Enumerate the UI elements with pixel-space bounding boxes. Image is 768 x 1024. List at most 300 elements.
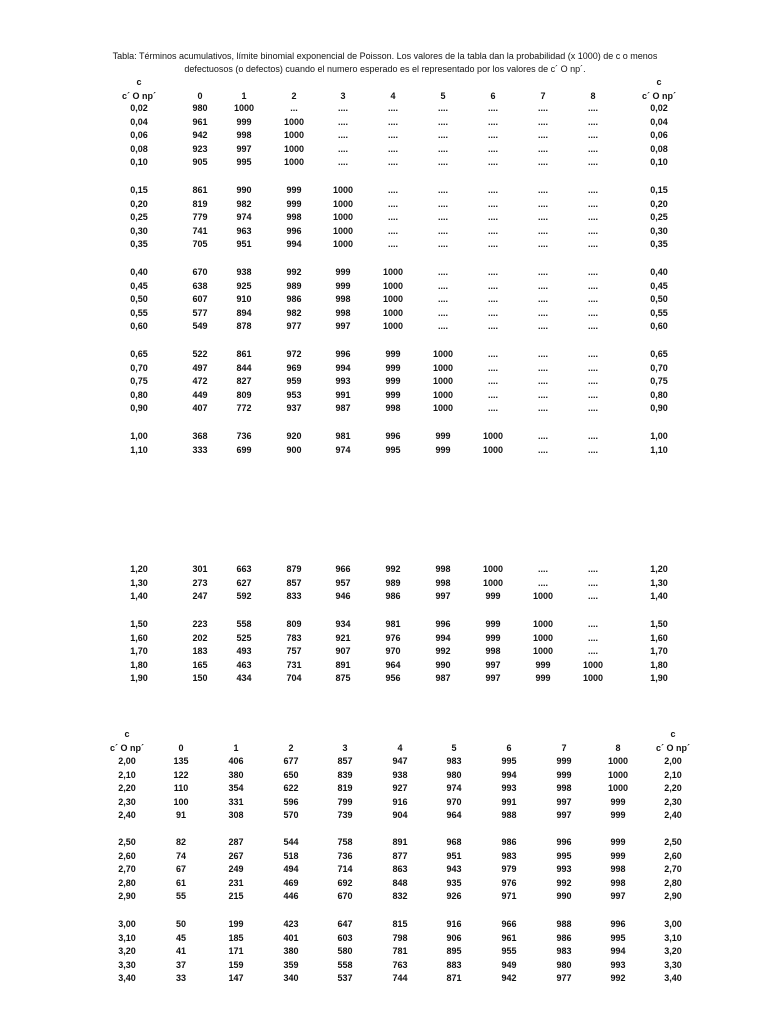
probability-cell: 1000 (532, 591, 554, 602)
probability-cell: .... (487, 225, 498, 236)
probability-cell: .... (487, 130, 498, 141)
probability-cell: 907 (335, 646, 351, 657)
probability-cell: 971 (501, 891, 517, 902)
probability-cell: .... (437, 185, 448, 195)
probability-cell: 798 (392, 932, 408, 943)
np-value-cell: 0,55 (650, 307, 668, 318)
probability-cell: 74 (175, 850, 186, 861)
probability-cell: 165 (192, 659, 208, 670)
probability-cell: .... (487, 212, 498, 223)
probability-cell: 987 (435, 673, 451, 684)
np-value-cell: 2,30 (664, 796, 682, 807)
probability-cell: 997 (485, 659, 501, 670)
np-value-cell: 1,80 (130, 659, 148, 670)
probability-cell: .... (537, 143, 548, 154)
probability-cell: 287 (228, 837, 244, 847)
probability-cell: 981 (335, 431, 351, 441)
column-header: 8 (615, 743, 621, 753)
table-row (0, 590, 768, 603)
table-row (0, 116, 768, 129)
table1-c-label-row (0, 76, 768, 89)
column-header: c´ O np´ (642, 91, 676, 101)
probability-cell: 946 (335, 591, 351, 602)
probability-cell: 925 (236, 280, 252, 291)
np-value-cell: 0,25 (650, 212, 668, 223)
probability-cell: 976 (385, 632, 401, 643)
probability-cell: 558 (236, 619, 252, 629)
probability-cell: 986 (556, 932, 572, 943)
probability-cell: 998 (236, 130, 252, 141)
np-value-cell: 1,50 (650, 619, 668, 629)
probability-cell: 986 (501, 837, 517, 847)
probability-cell: .... (587, 307, 598, 318)
probability-cell: 980 (556, 959, 572, 970)
probability-cell: 380 (283, 946, 299, 957)
probability-cell: 1000 (233, 103, 255, 113)
probability-cell: 249 (228, 864, 244, 875)
probability-cell: .... (487, 376, 498, 387)
probability-cell: 199 (228, 919, 244, 929)
table-row (0, 863, 768, 876)
table-row (0, 307, 768, 320)
probability-cell: 638 (192, 280, 208, 291)
table-row (0, 972, 768, 985)
probability-cell: .... (587, 280, 598, 291)
probability-cell: 982 (286, 307, 302, 318)
probability-cell: .... (437, 116, 448, 127)
probability-cell: 999 (335, 280, 351, 291)
probability-cell: 809 (236, 389, 252, 400)
column-header: c´ O np´ (656, 743, 690, 753)
probability-cell: 558 (337, 959, 353, 970)
np-value-cell: 1,40 (650, 591, 668, 602)
table-row (0, 932, 768, 945)
probability-cell: 951 (236, 239, 252, 250)
probability-cell: 968 (446, 837, 462, 847)
column-header: 5 (451, 743, 457, 753)
probability-cell: 779 (192, 212, 208, 223)
probability-cell: 995 (610, 932, 626, 943)
probability-cell: 999 (385, 389, 401, 400)
probability-cell: 926 (446, 891, 462, 902)
np-value-cell: 0,40 (650, 267, 668, 277)
np-value-cell: 0,06 (650, 130, 668, 141)
probability-cell: .... (537, 362, 548, 373)
probability-cell: .... (587, 564, 598, 574)
probability-cell: 1000 (283, 157, 305, 168)
probability-cell: 273 (192, 577, 208, 588)
probability-cell: 906 (446, 932, 462, 943)
np-value-cell: 2,90 (118, 891, 136, 902)
probability-cell: 577 (192, 307, 208, 318)
probability-cell: .... (437, 198, 448, 209)
probability-cell: 736 (337, 850, 353, 861)
probability-cell: 878 (236, 321, 252, 332)
np-value-cell: 1,40 (130, 591, 148, 602)
probability-cell: 1000 (332, 198, 354, 209)
probability-cell: 999 (435, 444, 451, 455)
probability-cell: 469 (283, 877, 299, 888)
probability-cell: 995 (501, 756, 517, 766)
probability-cell: 833 (286, 591, 302, 602)
probability-cell: 997 (556, 796, 572, 807)
probability-cell: .... (537, 577, 548, 588)
probability-cell: .... (587, 185, 598, 195)
probability-cell: 1000 (432, 376, 454, 387)
probability-cell: 949 (501, 959, 517, 970)
probability-cell: 986 (286, 294, 302, 305)
np-value-cell: 3,10 (118, 932, 136, 943)
probability-cell: 877 (392, 850, 408, 861)
probability-cell: 1000 (332, 212, 354, 223)
np-value-cell: 2,20 (664, 783, 682, 794)
probability-cell: 991 (501, 796, 517, 807)
probability-cell: 758 (337, 837, 353, 847)
probability-cell: 983 (556, 946, 572, 957)
probability-cell: .... (587, 349, 598, 359)
probability-cell: .... (537, 157, 548, 168)
probability-cell: 955 (501, 946, 517, 957)
probability-cell: 1000 (382, 267, 404, 277)
np-value-cell: 0,40 (130, 267, 148, 277)
probability-cell: 815 (392, 919, 408, 929)
probability-cell: .... (487, 185, 498, 195)
probability-cell: 1000 (332, 225, 354, 236)
probability-cell: .... (437, 130, 448, 141)
np-value-cell: 1,70 (130, 646, 148, 657)
probability-cell: 983 (501, 850, 517, 861)
np-value-cell: 1,90 (650, 673, 668, 684)
caption-line-1: Tabla: Términos acumulativos, límite binomial exponencial de Poisson. Los valores de la tabla dan la probabilidad (x 1000) de c o menos (112, 51, 658, 61)
probability-cell: .... (587, 577, 598, 588)
probability-cell: 592 (236, 591, 252, 602)
np-value-cell: 2,00 (118, 756, 136, 766)
probability-cell: 999 (286, 198, 302, 209)
probability-cell: 301 (192, 564, 208, 574)
probability-cell: .... (537, 267, 548, 277)
probability-cell: .... (337, 116, 348, 127)
column-header: 2 (288, 743, 294, 753)
c-label-left: c (124, 729, 130, 739)
table-row (0, 959, 768, 972)
probability-cell: .... (537, 212, 548, 223)
probability-cell: .... (437, 307, 448, 318)
table2-c-label-row (0, 728, 768, 741)
probability-cell: .... (337, 130, 348, 141)
probability-cell: 977 (286, 321, 302, 332)
np-value-cell: 0,30 (650, 225, 668, 236)
probability-cell: 999 (610, 810, 626, 821)
probability-cell: 407 (192, 403, 208, 414)
probability-cell: 731 (286, 659, 302, 670)
probability-cell: 879 (286, 564, 302, 574)
probability-cell: .... (487, 198, 498, 209)
probability-cell: 783 (286, 632, 302, 643)
probability-cell: 736 (236, 431, 252, 441)
probability-cell: 997 (485, 673, 501, 684)
probability-cell: 996 (610, 919, 626, 929)
c-label-right: c (656, 77, 662, 87)
probability-cell: .... (387, 239, 398, 250)
probability-cell: .... (387, 198, 398, 209)
probability-cell: .... (587, 143, 598, 154)
probability-cell: .... (487, 403, 498, 414)
probability-cell: 905 (192, 157, 208, 168)
probability-cell: 308 (228, 810, 244, 821)
probability-cell: 994 (435, 632, 451, 643)
probability-cell: 1000 (332, 185, 354, 195)
probability-cell: 998 (286, 212, 302, 223)
probability-cell: 434 (236, 673, 252, 684)
probability-cell: 999 (610, 850, 626, 861)
probability-cell: 995 (385, 444, 401, 455)
np-value-cell: 1,60 (130, 632, 148, 643)
table-row (0, 890, 768, 903)
probability-cell: 522 (192, 349, 208, 359)
probability-cell: .... (587, 389, 598, 400)
probability-cell: 863 (392, 864, 408, 875)
np-value-cell: 2,80 (118, 877, 136, 888)
table-row (0, 945, 768, 958)
probability-cell: .... (437, 280, 448, 291)
table-caption (110, 50, 660, 76)
probability-cell: 997 (236, 143, 252, 154)
probability-cell: 995 (236, 157, 252, 168)
probability-cell: 956 (385, 673, 401, 684)
np-value-cell: 0,35 (650, 239, 668, 250)
table-row (0, 293, 768, 306)
np-value-cell: 0,35 (130, 239, 148, 250)
probability-cell: 982 (236, 198, 252, 209)
table-row (0, 755, 768, 768)
probability-cell: 910 (236, 294, 252, 305)
probability-cell: 91 (175, 810, 186, 821)
np-value-cell: 3,10 (664, 932, 682, 943)
np-value-cell: 3,00 (118, 919, 136, 929)
probability-cell: 959 (286, 376, 302, 387)
np-value-cell: 0,20 (650, 198, 668, 209)
np-value-cell: 0,10 (650, 157, 668, 168)
probability-cell: 996 (556, 837, 572, 847)
probability-cell: 992 (286, 267, 302, 277)
probability-cell: 951 (446, 850, 462, 861)
np-value-cell: 2,40 (664, 810, 682, 821)
probability-cell: .... (587, 431, 598, 441)
probability-cell: 999 (535, 659, 551, 670)
probability-cell: 981 (385, 619, 401, 629)
np-value-cell: 0,02 (130, 103, 148, 113)
np-value-cell: 2,30 (118, 796, 136, 807)
probability-cell: 819 (337, 783, 353, 794)
probability-cell: 999 (385, 349, 401, 359)
probability-cell: 714 (337, 864, 353, 875)
probability-cell: 493 (236, 646, 252, 657)
np-value-cell: 2,80 (664, 877, 682, 888)
probability-cell: 354 (228, 783, 244, 794)
probability-cell: 999 (610, 796, 626, 807)
np-value-cell: 3,40 (118, 973, 136, 984)
table-row (0, 375, 768, 388)
probability-cell: 986 (385, 591, 401, 602)
probability-cell: 677 (283, 756, 299, 766)
probability-cell: .... (537, 403, 548, 414)
probability-cell: .... (587, 362, 598, 373)
probability-cell: 1000 (382, 294, 404, 305)
probability-cell: 995 (556, 850, 572, 861)
table-row (0, 444, 768, 457)
probability-cell: 401 (283, 932, 299, 943)
table-row (0, 362, 768, 375)
table-row (0, 659, 768, 672)
table-row (0, 156, 768, 169)
probability-cell: .... (587, 591, 598, 602)
probability-cell: 987 (335, 403, 351, 414)
probability-cell: 741 (192, 225, 208, 236)
probability-cell: 998 (335, 294, 351, 305)
probability-cell: .... (437, 212, 448, 223)
probability-cell: 921 (335, 632, 351, 643)
probability-cell: 525 (236, 632, 252, 643)
probability-cell: 1000 (332, 239, 354, 250)
probability-cell: 998 (435, 564, 451, 574)
table-row (0, 102, 768, 115)
probability-cell: .... (587, 321, 598, 332)
table-row (0, 796, 768, 809)
probability-cell: 861 (236, 349, 252, 359)
np-value-cell: 0,50 (130, 294, 148, 305)
np-value-cell: 2,10 (664, 769, 682, 780)
table-row (0, 645, 768, 658)
np-value-cell: 2,70 (664, 864, 682, 875)
probability-cell: 647 (337, 919, 353, 929)
probability-cell: .... (587, 444, 598, 455)
probability-cell: 974 (335, 444, 351, 455)
probability-cell: 100 (173, 796, 189, 807)
table-row (0, 577, 768, 590)
probability-cell: 82 (175, 837, 186, 847)
probability-cell: .... (487, 349, 498, 359)
probability-cell: 267 (228, 850, 244, 861)
probability-cell: .... (587, 239, 598, 250)
probability-cell: .... (587, 632, 598, 643)
probability-cell: 183 (192, 646, 208, 657)
probability-cell: .... (587, 294, 598, 305)
np-value-cell: 0,75 (650, 376, 668, 387)
np-value-cell: 1,20 (130, 564, 148, 574)
np-value-cell: 0,15 (650, 185, 668, 195)
np-value-cell: 2,50 (118, 837, 136, 847)
probability-cell: 1000 (482, 577, 504, 588)
table-row (0, 632, 768, 645)
probability-cell: 990 (556, 891, 572, 902)
probability-cell: 1000 (283, 116, 305, 127)
table2-header-row (0, 742, 768, 755)
probability-cell: 763 (392, 959, 408, 970)
np-value-cell: 0,75 (130, 376, 148, 387)
probability-cell: .... (337, 143, 348, 154)
np-value-cell: 0,60 (650, 321, 668, 332)
np-value-cell: 0,08 (650, 143, 668, 154)
caption-line-2: defectuosos (o defectos) cuando el numero esperado es el representado por los valores de c´ O np´. (184, 64, 586, 74)
probability-cell: 998 (556, 783, 572, 794)
probability-cell: 942 (192, 130, 208, 141)
probability-cell: 1000 (607, 756, 629, 766)
probability-cell: .... (537, 130, 548, 141)
probability-cell: 848 (392, 877, 408, 888)
probability-cell: .... (437, 294, 448, 305)
probability-cell: 670 (192, 267, 208, 277)
probability-cell: 993 (501, 783, 517, 794)
probability-cell: 980 (192, 103, 208, 113)
column-header: 1 (241, 91, 247, 101)
probability-cell: .... (537, 564, 548, 574)
probability-cell: .... (387, 225, 398, 236)
probability-cell: .... (487, 103, 498, 113)
probability-cell: 999 (485, 591, 501, 602)
np-value-cell: 0,02 (650, 103, 668, 113)
table-row (0, 143, 768, 156)
probability-cell: 988 (556, 919, 572, 929)
table-row (0, 129, 768, 142)
probability-cell: .... (537, 389, 548, 400)
probability-cell: 938 (236, 267, 252, 277)
probability-cell: .... (587, 212, 598, 223)
table-row (0, 402, 768, 415)
probability-cell: 368 (192, 431, 208, 441)
probability-cell: .... (387, 103, 398, 113)
np-value-cell: 0,06 (130, 130, 148, 141)
column-header: 4 (397, 743, 403, 753)
probability-cell: 916 (446, 919, 462, 929)
probability-cell: 980 (446, 769, 462, 780)
probability-cell: 580 (337, 946, 353, 957)
np-value-cell: 0,10 (130, 157, 148, 168)
np-value-cell: 1,50 (130, 619, 148, 629)
probability-cell: 537 (337, 973, 353, 984)
probability-cell: 699 (236, 444, 252, 455)
probability-cell: 963 (236, 225, 252, 236)
np-value-cell: 0,25 (130, 212, 148, 223)
probability-cell: 41 (175, 946, 186, 957)
probability-cell: 37 (175, 959, 186, 970)
probability-cell: 1000 (607, 769, 629, 780)
column-header: 8 (590, 91, 596, 101)
probability-cell: 1000 (432, 349, 454, 359)
probability-cell: .... (387, 143, 398, 154)
probability-cell: 340 (283, 973, 299, 984)
probability-cell: .... (487, 307, 498, 318)
probability-cell: 705 (192, 239, 208, 250)
np-value-cell: 0,90 (130, 403, 148, 414)
probability-cell: 1000 (582, 673, 604, 684)
probability-cell: 993 (610, 959, 626, 970)
probability-cell: 994 (501, 769, 517, 780)
probability-cell: .... (587, 619, 598, 629)
probability-cell: .... (487, 239, 498, 250)
probability-cell: 983 (446, 756, 462, 766)
probability-cell: .... (587, 403, 598, 414)
probability-cell: .... (487, 116, 498, 127)
probability-cell: 67 (175, 864, 186, 875)
probability-cell: 857 (286, 577, 302, 588)
probability-cell: 627 (236, 577, 252, 588)
np-value-cell: 3,20 (118, 946, 136, 957)
probability-cell: 622 (283, 783, 299, 794)
column-header: c´ O np´ (110, 743, 144, 753)
probability-cell: 55 (175, 891, 186, 902)
probability-cell: 988 (501, 810, 517, 821)
probability-cell: 996 (335, 349, 351, 359)
